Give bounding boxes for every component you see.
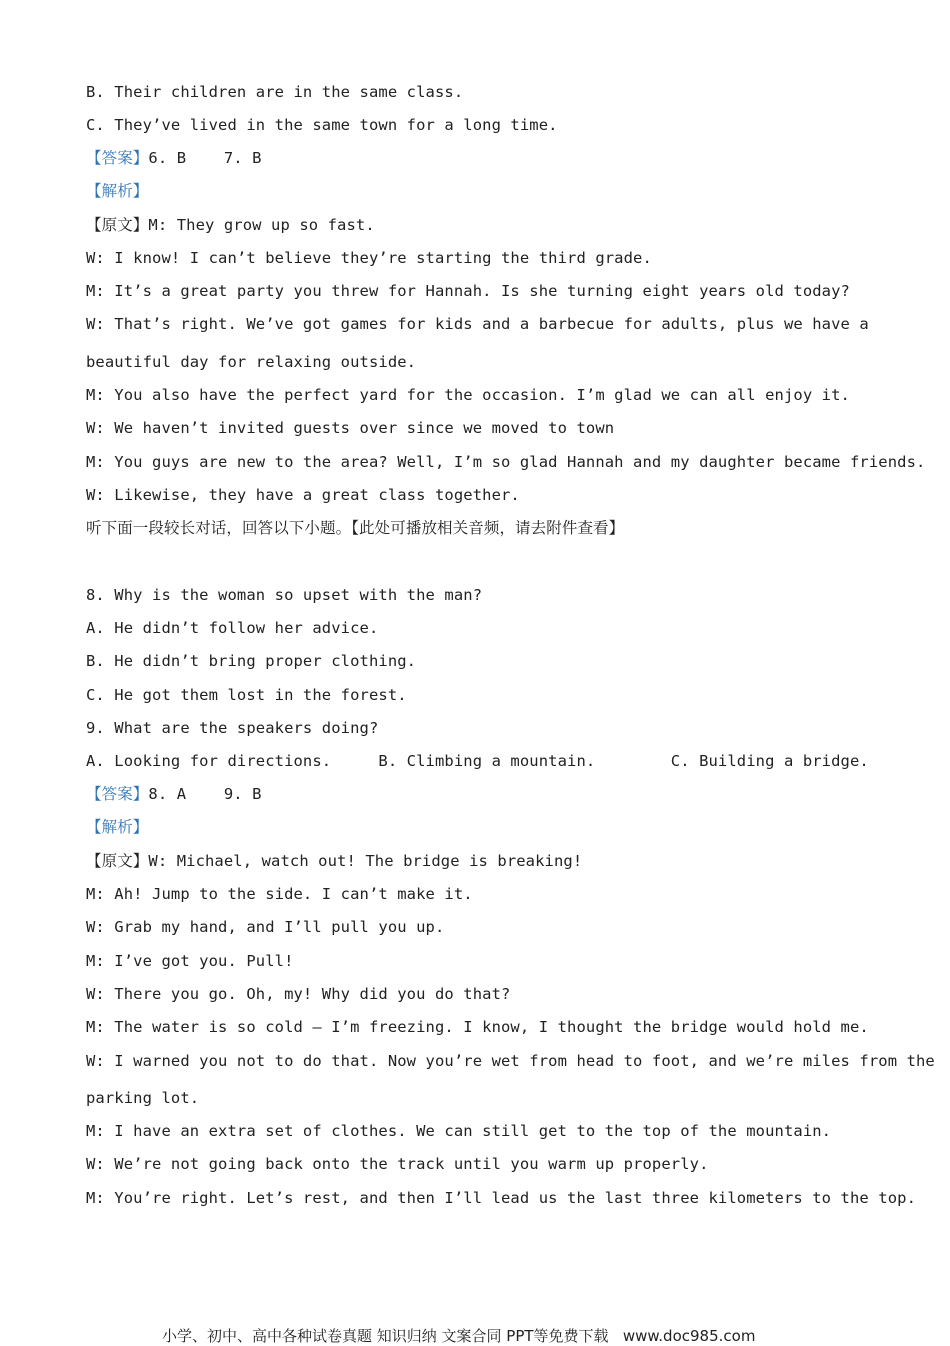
text-line	[86, 917, 444, 937]
line-text: 6. B 7. B	[148, 149, 262, 167]
line-text: 9. What are the speakers doing?	[86, 719, 379, 737]
line-text: A. He didn’t follow her advice.	[86, 619, 379, 637]
line-text: M: You also have the perfect yard for the occasion. I’m glad we can all enjoy it.	[86, 386, 850, 404]
line-text: M: You guys are new to the area? Well, I’m so glad Hannah and my daughter became friends.	[86, 453, 926, 471]
text-line	[86, 984, 510, 1004]
line-text: W: We’re not going back onto the track until you warm up properly.	[86, 1155, 709, 1173]
text-line	[86, 618, 378, 638]
line-text: C. They’ve lived in the same town for a long time.	[86, 116, 558, 134]
text-line	[86, 148, 262, 168]
line-text: parking lot.	[86, 1089, 200, 1107]
text-line	[86, 685, 407, 705]
line-text: W: We haven’t invited guests over since we moved to town	[86, 419, 615, 437]
section-tag: 【解析】	[86, 818, 149, 836]
text-line	[86, 518, 624, 538]
text-line	[86, 1017, 869, 1037]
text-line	[86, 651, 416, 671]
section-tag: 【解析】	[86, 182, 149, 200]
line-text: A. Looking for directions. B. Climbing a mountain. C. Building a bridge.	[86, 752, 869, 770]
text-line	[86, 1051, 935, 1071]
text-line	[86, 385, 850, 405]
text-line	[86, 418, 614, 438]
section-tag: 【答案】	[86, 149, 149, 167]
text-line	[86, 817, 148, 837]
line-text: B. Their children are in the same class.	[86, 83, 464, 101]
line-text: W: I warned you not to do that. Now you’re wet from head to foot, and we’re miles from the	[86, 1052, 935, 1070]
line-text: C. He got them lost in the forest.	[86, 686, 407, 704]
line-text: W: Likewise, they have a great class together.	[86, 486, 520, 504]
text-line	[86, 884, 473, 904]
line-text: M: Ah! Jump to the side. I can’t make it.	[86, 885, 473, 903]
text-line	[86, 115, 558, 135]
line-text: W: Michael, watch out! The bridge is breaking!	[148, 852, 583, 870]
text-line	[86, 281, 850, 301]
text-line	[86, 718, 378, 738]
line-text: M: I’ve got you. Pull!	[86, 952, 294, 970]
text-line	[86, 248, 652, 268]
transcript-tag: 【原文】	[86, 852, 149, 870]
text-line	[86, 82, 463, 102]
line-text: W: That’s right. We’ve got games for kids and a barbecue for adults, plus we have a	[86, 315, 869, 333]
section-tag: 【答案】	[86, 785, 149, 803]
line-text: M: I have an extra set of clothes. We can still get to the top of the mountain.	[86, 1122, 832, 1140]
line-text: beautiful day for relaxing outside.	[86, 353, 417, 371]
text-line	[86, 181, 148, 201]
text-line	[86, 784, 262, 804]
line-text: 8. A 9. B	[148, 785, 262, 803]
line-text: 听下面一段较长对话，回答以下小题。【此处可播放相关音频，请去附件查看】	[86, 519, 625, 537]
text-line	[86, 485, 520, 505]
text-line	[86, 1088, 199, 1108]
line-text: B. He didn’t bring proper clothing.	[86, 652, 417, 670]
text-line	[86, 314, 869, 334]
text-line	[86, 452, 925, 472]
text-line	[86, 751, 869, 771]
line-text: W: I know! I can’t believe they’re starting the third grade.	[86, 249, 652, 267]
text-line	[86, 1154, 709, 1174]
text-line	[86, 951, 294, 971]
transcript-tag: 【原文】	[86, 216, 149, 234]
text-line	[86, 352, 416, 372]
text-line	[86, 215, 375, 235]
footer-watermark: 小学、初中、高中各种试卷真题 知识归纳 文案合同 PPT等免费下载 www.doc985.com	[162, 1327, 756, 1345]
line-text: M: You’re right. Let’s rest, and then I’ll lead us the last three kilometers to the top.	[86, 1189, 916, 1207]
line-text: W: There you go. Oh, my! Why did you do that?	[86, 985, 511, 1003]
line-text: W: Grab my hand, and I’ll pull you up.	[86, 918, 445, 936]
text-line	[86, 585, 482, 605]
text-line	[86, 1188, 916, 1208]
text-line	[86, 1121, 831, 1141]
text-line	[86, 851, 582, 871]
line-text: 8. Why is the woman so upset with the man?	[86, 586, 483, 604]
line-text: M: The water is so cold — I’m freezing. I know, I thought the bridge would hold me.	[86, 1018, 869, 1036]
line-text: M: It’s a great party you threw for Hannah. Is she turning eight years old today?	[86, 282, 850, 300]
line-text: M: They grow up so fast.	[148, 216, 375, 234]
